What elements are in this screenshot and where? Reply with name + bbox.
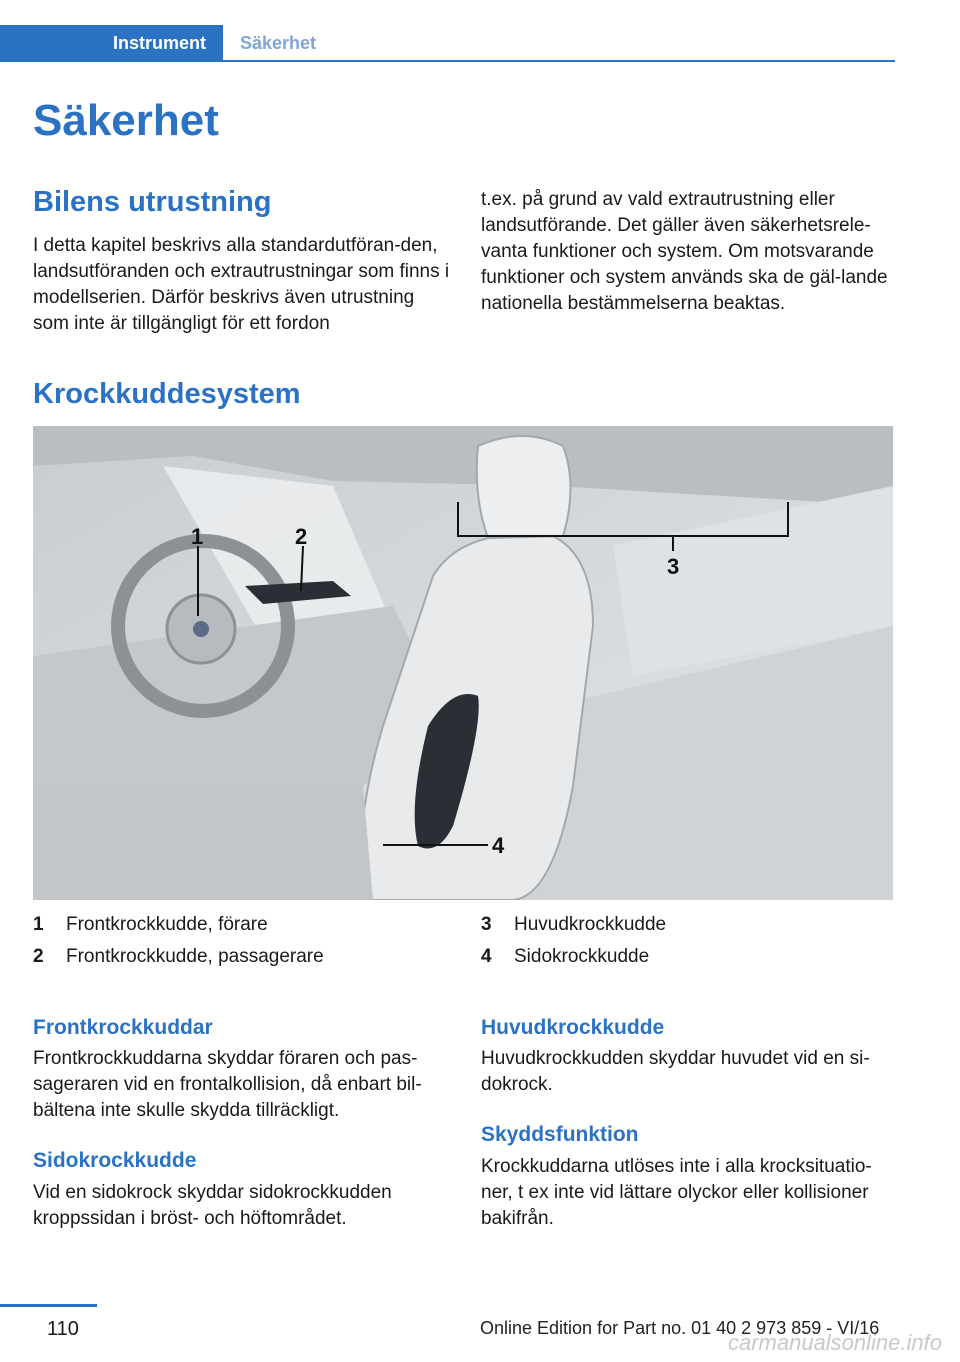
callout-4: 4 [492, 833, 505, 858]
legend-item [33, 914, 453, 940]
header-rule [0, 60, 895, 62]
heading-krockkuddesystem: Krockkuddesystem [33, 378, 301, 410]
legend-text: Sidokrockkudde [514, 946, 650, 967]
edition-line: Online Edition for Part no. 01 40 2 973 859 - VI/16 [480, 1318, 880, 1338]
heading-huvudkrockkudde: Huvudkrockkudde [481, 1016, 665, 1039]
paragraph-equipment-right: t.ex. på grund av vald extrautrustning eller landsutförande. Det gäller även säkerhetsrele-vanta funktioner och system. Om motsvarande funktioner och system används ska de gäl-lande nationella bestämmelserna beaktas. [481, 189, 888, 314]
page-title: Säkerhet [33, 96, 219, 145]
heading-bilens-utrustning: Bilens utrustning [33, 186, 272, 218]
paragraph-skyddsfunktion: Krockkuddarna utlöses inte i alla krocksituatio-ner, t ex inte vid lättare olyckor eller kollisioner bakifrån. [481, 1156, 872, 1229]
tab-sakerhet[interactable]: Säkerhet [240, 33, 317, 53]
legend-number: 1 [33, 914, 44, 935]
paragraph-equipment-left: I detta kapitel beskrivs alla standardutföran-den, landsutföranden och extrautrustningar som finns i modellserien. Därför beskrivs även utrustning som inte är tillgängligt för ett fordon [33, 235, 450, 334]
legend-text: Frontkrockkudde, förare [66, 914, 268, 935]
legend-item [33, 946, 453, 972]
heading-frontkrockkuddar: Frontkrockkuddar [33, 1016, 213, 1039]
header-tabs [0, 25, 895, 61]
paragraph-sidokrockkudde: Vid en sidokrock skyddar sidokrockkudden kroppssidan i bröst- och höftområdet. [33, 1182, 392, 1229]
footer-rule [0, 1304, 97, 1307]
car-interior-drawing [33, 426, 893, 900]
callout-2: 2 [295, 524, 308, 549]
legend-text: Frontkrockkudde, passagerare [66, 946, 324, 967]
legend-number: 3 [481, 914, 492, 935]
callout-3: 3 [667, 554, 680, 579]
legend-text: Huvudkrockkudde [514, 914, 667, 935]
callout-1: 1 [191, 524, 204, 549]
watermark: carmanualsonline.info [727, 1330, 942, 1355]
paragraph-huvudkrockkudde: Huvudkrockkudden skyddar huvudet vid en si-dokrock. [481, 1048, 870, 1095]
paragraph-frontkrockkuddar: Frontkrockkuddarna skyddar föraren och pas-sageraren vid en frontalkollision, då enbart bil-bältena inte skulle skydda tillräckligt. [33, 1048, 422, 1121]
legend-item [481, 914, 901, 940]
legend-number: 2 [33, 946, 44, 967]
figure-legend-right [481, 914, 901, 974]
legend-number: 4 [481, 946, 492, 967]
figure-legend-left [33, 914, 453, 974]
legend-item [481, 946, 901, 972]
airbag-system-illustration [33, 426, 893, 900]
heading-skyddsfunktion: Skyddsfunktion [481, 1123, 639, 1146]
heading-sidokrockkudde: Sidokrockkudde [33, 1149, 197, 1172]
tab-instrument[interactable]: Instrument [0, 25, 223, 61]
page-number: 110 [47, 1318, 79, 1340]
